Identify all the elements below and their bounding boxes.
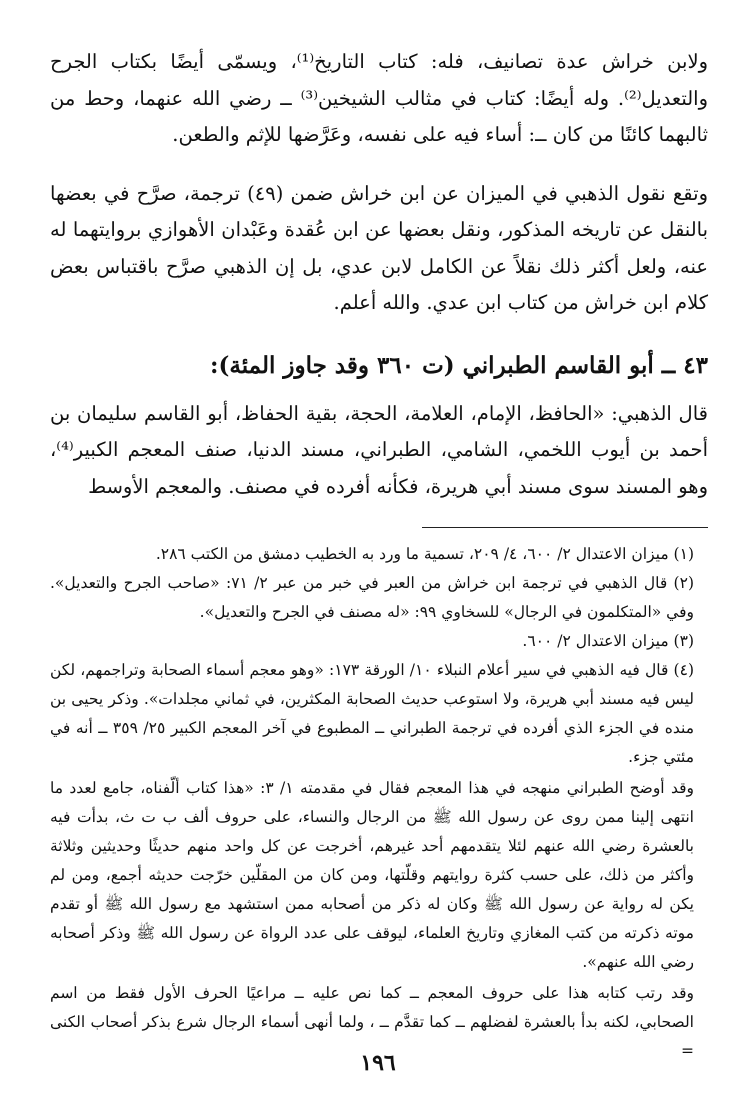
paragraph-dhahabi-quotes: وتقع نقول الذهبي في الميزان عن ابن خراش ضمن (٤٩) ترجمة، صرَّح في بعضها بالنقل عن تاريخه المذكور، ونقل بعضها عن ابن عُقدة وعَبْدان الأهوازي بروايتهما له عنه، ولعل أكثر ذلك نقلاً عن الكامل لابن عدي، بل إن الذهبي صرَّح باقتباس بعض كلام ابن خراش من كتاب ابن عدي. والله أعلم.	[50, 181, 708, 314]
footnote-4-continued: وقد أوضح الطبراني منهجه في هذا المعجم فقال في مقدمته ١/ ٣: «هذا كتاب ألّفناه، جامع لعدد ما انتهى إلينا ممن روى عن رسول الله ﷺ من الرجال والنساء، على حروف ألف ب ت ث، بدأت فيه بالعشرة رضي الله عنهم لئلا يتقدمهم أحد غيرهم، أخرجت عن كل واحد منهم حديثًا وحديثين وثلاثة وأكثر من ذلك، على حسب كثرة روايتهم وقلّتها، ومن كان من المقلّين خرّجت حديثه أجمع، ومن لم يكن له رواية عن رسول الله ﷺ وكان له ذكر من أصحابه ممن استشهد مع رسول الله ﷺ أو تقدم موته ذكرته من كتب المغازي وتاريخ العلماء، ليوقف على عدد الرواة عن رسول الله ﷺ وذكر أصحابه رضي الله عنهم».	[50, 779, 694, 971]
footnote-4-ordering: وقد رتب كتابه هذا على حروف المعجم ــ كما نص عليه ــ مراعيًا الحرف الأول فقط من اسم الصحابي، لكنه بدأ بالعشرة لفضلهم ــ كما تقدَّم ــ ، ولما أنهى أسماء الرجال شرع بذكر أصحاب الكنى =	[50, 984, 694, 1060]
footnote-4: (٤) قال فيه الذهبي في سير أعلام النبلاء ١٠/ الورقة ١٧٣: «وهو معجم أسماء الصحابة وتراجمهم، لكن ليس فيه مسند أبي هريرة، ولا استوعب حديث الصحابة المكثرين، في ثماني مجلدات». وذكر يحيى بن منده في الجزء الذي أفرده في ترجمة الطبراني ــ المطبوع في آخر المعجم الكبير ٢٥/ ٣٥٩ ــ أنه في مئتي جزء.	[50, 661, 695, 766]
footnote-2: (٢) قال الذهبي في ترجمة ابن خراش من العبر في خبر من عبر ٢/ ٧١: «صاحب الجرح والتعديل». وفي «المتكلمون في الرجال» للسخاوي ٩٩: «له مصنف في الجرح والتعديل».	[50, 574, 694, 621]
paragraph-ibn-khirash-works: ولابن خراش عدة تصانيف، فله: كتاب التاريخ⁽¹⁾، ويسمّى أيضًا بكتاب الجرح والتعديل⁽²⁾. وله أيضًا: كتاب في مثالب الشيخين⁽³⁾ ــ رضي الله عنهما، وحط من ثالبهما كائنًا من كان ــ: أساء فيه على نفسه، وعَرَّضها للإثم والطعن.	[50, 50, 708, 146]
page-number: ١٩٦	[360, 1050, 396, 1076]
section-heading-tabarani: ٤٣ ــ أبو القاسم الطبراني (ت ٣٦٠ وقد جاوز المئة):	[210, 351, 708, 379]
footnotes	[50, 540, 708, 1066]
main-text	[50, 44, 708, 505]
footnote-separator	[422, 527, 708, 528]
footnote-3: (٣) ميزان الاعتدال ٢/ ٦٠٠.	[522, 632, 694, 650]
paragraph-tabarani-bio: قال الذهبي: «الحافظ، الإمام، العلامة، الحجة، بقية الحفاظ، أبو القاسم سليمان بن أحمد بن أيوب اللخمي، الشامي، الطبراني، مسند الدنيا، صنف المعجم الكبير⁽⁴⁾، وهو المسند سوى مسند أبي هريرة، فكأنه أفرده في مصنف. والمعجم الأوسط	[50, 401, 708, 498]
footnote-1: (١) ميزان الاعتدال ٢/ ٦٠٠، ٤/ ٢٠٩، تسمية ما ورد به الخطيب دمشق من الكتب ٢٨٦.	[155, 545, 694, 563]
